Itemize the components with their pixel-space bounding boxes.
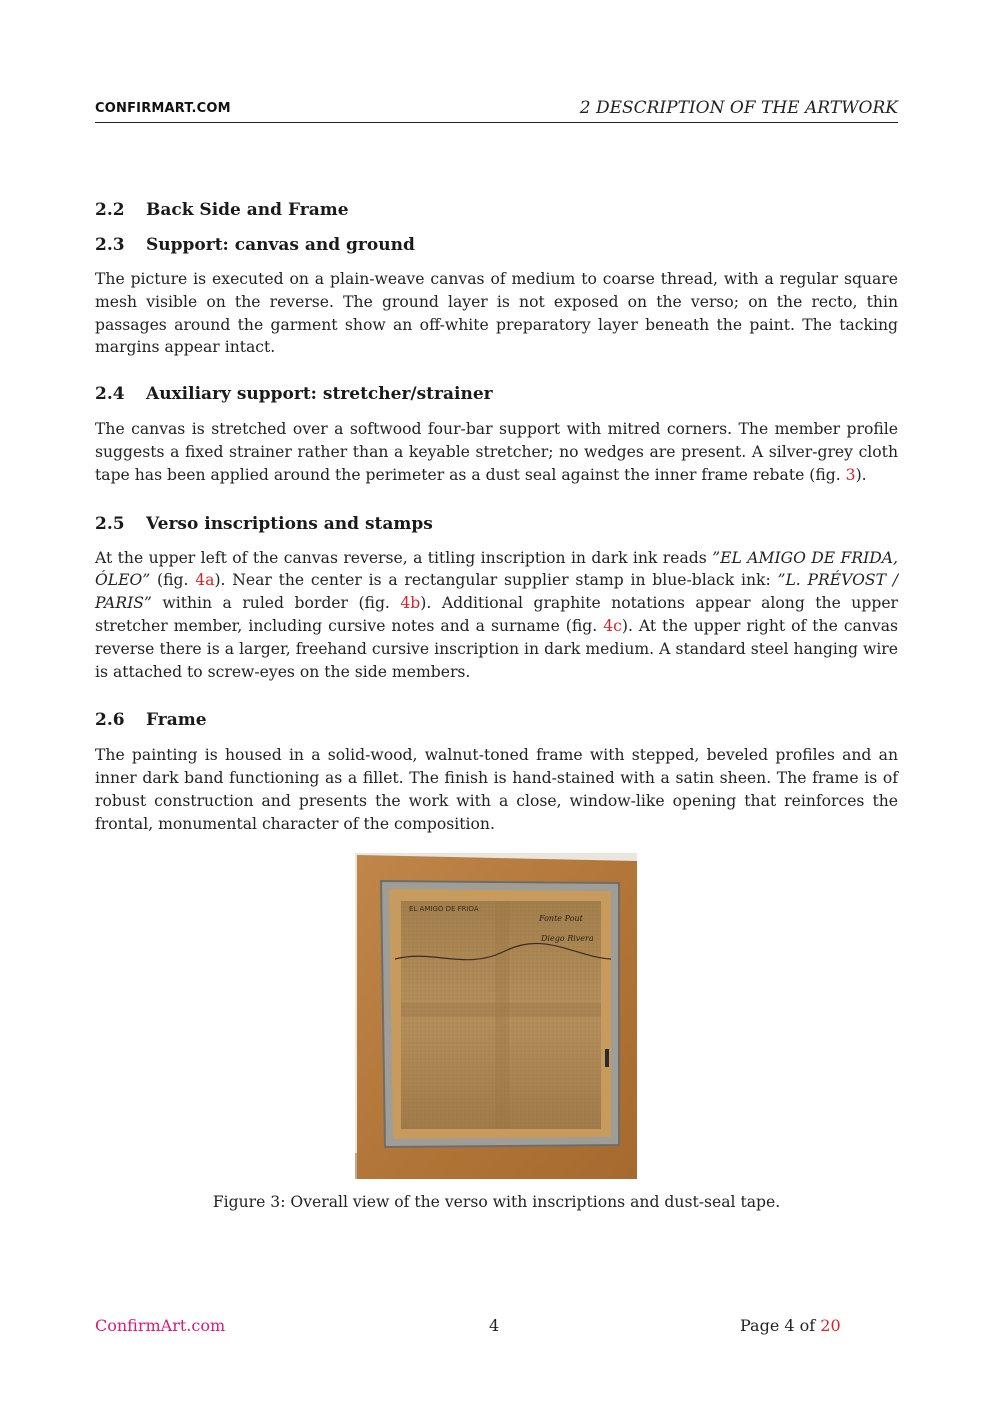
section-title: Back Side and Frame [146, 200, 349, 220]
running-title: 2 DESCRIPTION OF THE ARTWORK [579, 98, 898, 118]
running-header [95, 98, 898, 123]
footer-page-number: 4 [489, 1316, 500, 1335]
section-number: 2.5 [95, 513, 125, 534]
paragraph-text: ). At the upper right of the canvas reverse there is a larger, freehand cursive inscription in dark medium. A standard steel hanging wire is attached to screw-eyes on the side members. [95, 616, 898, 681]
figure-link-3[interactable]: 3 [845, 465, 856, 484]
paragraph-stretcher [95, 418, 898, 486]
section-title: Verso inscriptions and stamps [146, 513, 433, 534]
figure-caption: Figure 3: Overall view of the verso with inscriptions and dust-seal tape. [212, 1193, 781, 1211]
figure-link-4c[interactable]: 4c [603, 616, 622, 635]
footer-page-count [740, 1316, 841, 1335]
confirmart-logo: CONFIRMART.COM [95, 101, 231, 116]
figure-link-4b[interactable]: 4b [400, 594, 421, 613]
paragraph-frame: The painting is housed in a solid-wood, walnut-toned frame with stepped, beveled profiles and an inner dark band functioning as a fillet. The finish is hand-stained with a satin sheen. The frame is of robust construction and presents the work with a close, window-like opening that reinforces the frontal, monumental character of the composition. [95, 746, 898, 833]
paragraph-support: The picture is executed on a plain-weave canvas of medium to coarse thread, with a regular square mesh visible on the reverse. The ground layer is not exposed on the verso; on the recto, thin passages around the garment show an off-white preparatory layer beneath the paint. The tacking margins appear intact. [95, 270, 898, 357]
main-content [95, 198, 898, 836]
total-pages-link[interactable]: 20 [820, 1316, 841, 1335]
section-number: 2.4 [95, 384, 125, 405]
section-heading-2-5 [95, 512, 898, 536]
paragraph-text: ). Additional graphite notations appear along the upper stretcher member, including cursive notes and a surname (fig. [95, 594, 898, 635]
vertical-bar-shadow [495, 901, 509, 1129]
footer-site-link[interactable]: ConfirmArt.com [95, 1316, 226, 1335]
section-heading-2-3 [95, 233, 898, 257]
paragraph-text: The canvas is stretched over a softwood four-bar support with mitred corners. The member profile suggests a fixed strainer rather than a keyable stretcher; no wedges are present. A silver-grey cloth tape has been applied around the perimeter as a dust seal against the inner frame rebate (fig. [95, 420, 898, 484]
inscription-right-2: Diego Rivera [541, 934, 594, 943]
figure-verso-photo [355, 853, 637, 1179]
section-heading-2-4 [95, 382, 898, 406]
screw-eye [605, 1049, 609, 1067]
section-number: 2.6 [95, 710, 125, 731]
section-title: Auxiliary support: stretcher/strainer [146, 384, 493, 405]
verso-photo [355, 853, 637, 1179]
paragraph-text: within a ruled border (fig. [151, 594, 401, 613]
section-title: Support: canvas and ground [146, 235, 415, 255]
section-heading-2-2 [95, 198, 898, 222]
section-number: 2.2 [95, 200, 125, 220]
section-number: 2.3 [95, 235, 125, 255]
paragraph-text: (fig. [150, 571, 196, 590]
paragraph-text: At the upper left of the canvas reverse, a titling inscription in dark ink reads [95, 548, 713, 567]
page-prefix: Page 4 of [740, 1316, 821, 1335]
inscription-right-1: Fonte Pout [539, 914, 583, 923]
stamp-quote: ”L. PRÉVOST / PARIS” [95, 571, 898, 613]
inscription-quote: ”EL AMIGO DE FRIDA, ÓLEO” [95, 548, 898, 590]
section-heading-2-6 [95, 708, 898, 732]
paragraph-inscriptions [95, 547, 898, 684]
inscription-upper-left: EL AMIGO DE FRIDA [409, 905, 479, 913]
section-title: Frame [146, 710, 207, 731]
figure-link-4a[interactable]: 4a [195, 571, 215, 590]
paragraph-text: ). [855, 465, 867, 484]
paragraph-text: ). Near the center is a rectangular supplier stamp in blue-black ink: [214, 571, 778, 590]
